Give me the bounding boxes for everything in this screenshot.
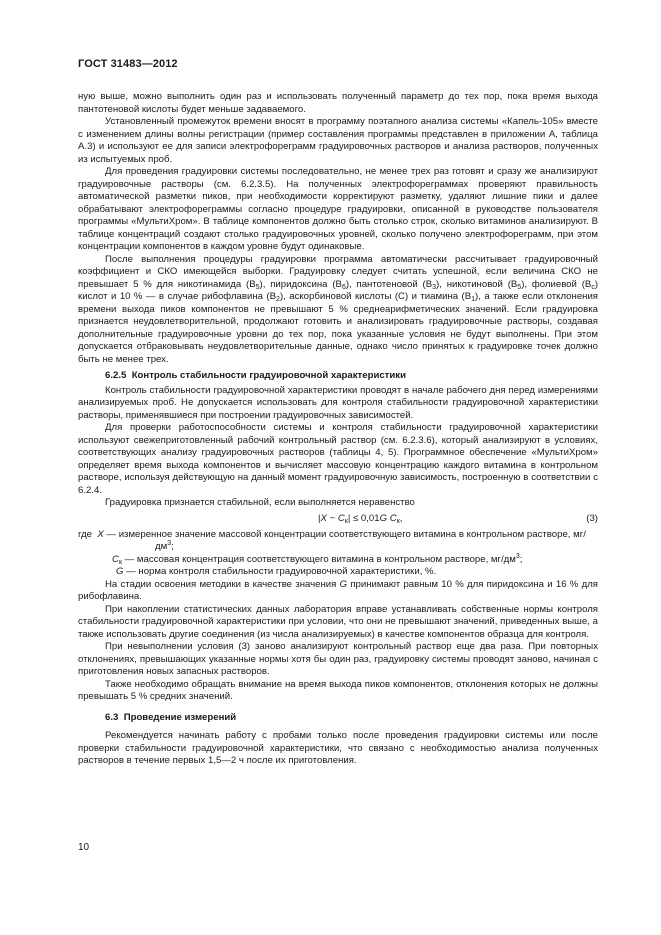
definition-g: G — норма контроля стабильности градуировочной характеристики, %. — [116, 566, 437, 577]
section-heading-6-3: 6.3 Проведение измерений — [105, 711, 237, 723]
paragraph-inequality-intro: Градуировка признается стабильной, если выполняется неравенство — [105, 497, 415, 508]
paragraph-measurements: Рекомендуется начинать работу с пробами только после проведения градуировки системы или после проверки стабильности градуировочной характеристики, что связано с необходимостью анализа полученных растворов в течение первых 1,5—2 ч после их приготовления. — [78, 730, 598, 766]
paragraph-calibration-procedure: Для проведения градуировки системы последовательно, не менее трех раз готовят и сразу же анализируют градуировочные растворы (см. 6.2.3.5). На полученных электрофореграммах проверяют правильность автоматической разметки пиков, при необходимости корректируют разметку, удаляют лишние пики и далее обрабатывают электрофореграммы согласно процедуре градуировки, описанной в руководстве пользователя программы «МультиХром». В таблице компонентов должно быть столько строк, сколько витаминов анализируют. В таблице концентраций создают столько градуировочных уровней, сколько получено электрофореграмм, при этом концентрации компонентов в каждом уровне будут одинаковые. — [78, 166, 598, 252]
paragraph-retention-time: Также необходимо обращать внимание на время выхода пиков компонентов, отклонения которых не должны превышать 5 % средних значений. — [78, 678, 598, 702]
formula-number: (3) — [586, 512, 598, 524]
definition-c: $C_к$ — массовая концентрация соответствующего витамина в контрольном растворе, $мг/дм^3$; — [112, 552, 523, 566]
page-number: 10 — [78, 842, 90, 853]
paragraph-program-setup: Установленный промежуток времени вносят в программу поэтапного анализа системы «Капель-105» вместе с изменением длины волны регистрации (пример составления программы представлен в приложении А, таблица А.3) и используют ее для записи электрофореграмм градуировочных растворов и анализа растворов, полученных из испытуемых проб. — [78, 116, 598, 165]
paragraph-continuation: ную выше, можно выполнить один раз и использовать полученный параметр до тех пор, пока время выхода пантотеновой кислоты будет меньше задаваемого. — [78, 91, 598, 115]
paragraph-stability-control: Контроль стабильности градуировочной характеристики проводят в начале рабочего дня перед измерениями анализируемых проб. Не допускается использовать для контроля стабильности градуировочной характеристики растворы, применявшиеся при построении градуировочных зависимостей. — [78, 384, 598, 421]
paragraph-lab-norms: При накоплении статистических данных лаборатория вправе устанавливать собственные нормы контроля стабильности градуировочной характеристики при условии, что они не превышают значений, приведенных выше, а также использовать другие соединения (из числа анализируемых) в качестве компонентов образца для контроля. — [78, 603, 598, 640]
formula-3 — [78, 512, 598, 527]
formula-expression: $|X - C_к| \le 0,01G$ $C_к$, — [318, 512, 403, 525]
definition-x: где X — измеренное значение массовой концентрации соответствующего витамина в контрольном растворе, $мг/дм^3$; — [78, 528, 586, 552]
page-body — [78, 91, 598, 768]
paragraph-calibration-criteria: После выполнения процедуры градуировки программа автоматически рассчитывает градуировочный коэффициент и СКО имеющейся выборки. Градуировку следует считать успешной, если величина СКО не превышает 5 % для никотинамида $(В_5)$, пиридоксина $(В_6)$, пантотеновой $(В_3)$, никотиновой $(В_5)$, фолиевой $(В_c)$ кислот и 10 % — в случае рибофлавина $(В_2)$, аскорбиновой кислоты (С) и тиамина $(В_1)$, а также если отклонения времени выхода пиков компонентов не превышают 5 % среднеарифметических значений. Если градуировка признается неудовлетворительной, продолжают готовить и анализировать градуировочные растворы, создавая дополнительные градуировочные уровни до тех пор, пока указанные условия не будут выполнены. При этом допускается отбраковывать неудовлетворительные данные, однако число принятых к градуировке точек должно быть не менее трех. — [78, 253, 599, 365]
paragraph-control-solution: Для проверки работоспособности системы и контроля стабильности градуировочной характеристики используют свежеприготовленный рабочий контрольный раствор (см. 6.2.3.6), который анализируют в условиях, соответствующих анализу градуировочных растворов (таблицы 4, 5). Программное обеспечение «МультиХром» определяет время выхода компонентов и вычисляет массовую концентрацию каждого витамина в контрольном растворе, используя действующую на данный момент градуировочную зависимость, построенную в соответствии с 6.2.4. — [78, 422, 598, 496]
paragraph-repeat-analysis: При невыполнении условия (3) заново анализируют контрольный раствор еще два раза. При повторных отклонениях, превышающих указанные нормы хотя бы один раз, градуировку системы проводят заново, начиная с приготовления новых запасных растворов. — [78, 641, 598, 677]
document-header: ГОСТ 31483—2012 — [78, 58, 178, 70]
paragraph-g-value: На стадии освоения методики в качестве значения G принимают равным 10 % для пиридоксина и 16 % для рибофлавина. — [78, 578, 599, 602]
section-heading-6-2-5: 6.2.5 Контроль стабильности градуировочной характеристики — [105, 370, 406, 381]
